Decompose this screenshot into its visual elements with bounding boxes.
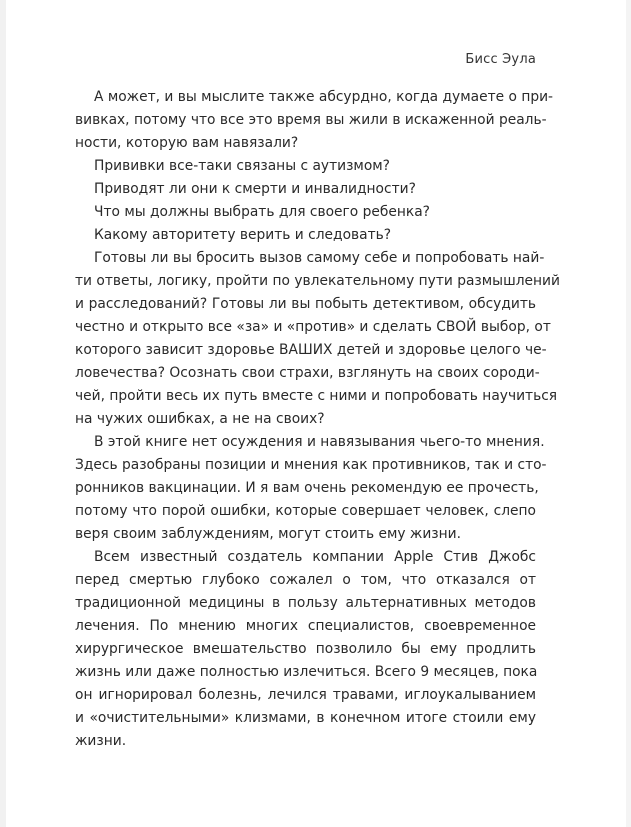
text-line: Всем известный создатель компании Apple Стив Джобс	[94, 549, 536, 565]
text-line: перед смертью глубоко сожалел о том, что отказался от	[75, 572, 536, 588]
running-head-author: Бисс Эула	[465, 52, 536, 67]
text-line: ности, которую вам навязали?	[75, 135, 299, 151]
text-line: и расследований? Готовы ли вы побыть детективом, обсудить	[75, 296, 536, 312]
text-line: А может, и вы мыслите также абсурдно, когда думаете о при-	[94, 89, 554, 105]
text-line: Приводят ли они к смерти и инвалидности?	[94, 181, 416, 197]
text-line: ловечества? Осознать свои страхи, взглянуть на своих сороди-	[75, 365, 540, 381]
text-line: ти ответы, логику, пройти по увлекательному пути размышлений	[75, 273, 560, 289]
text-line: и «очистительными» клизмами, в конечном итоге стоили ему	[75, 710, 536, 726]
text-line: лечения. По мнению многих специалистов, своевременное	[75, 618, 536, 634]
text-line: веря своим заблуждениям, могут стоить ему жизни.	[75, 526, 462, 542]
text-line: Что мы должны выбрать для своего ребенка?	[94, 204, 430, 220]
text-line: Прививки все-таки связаны с аутизмом?	[94, 158, 390, 174]
body-text	[75, 86, 560, 753]
text-line: честно и открыто все «за» и «против» и сделать СВОЙ выбор, от	[75, 319, 551, 335]
text-line: В этой книге нет осуждения и навязывания чьего-то мнения.	[94, 434, 545, 450]
text-line: он игнорировал болезнь, лечился травами, иглоукалыванием	[75, 687, 536, 703]
text-line: на чужих ошибках, а не на своих?	[75, 411, 325, 427]
text-line: жизнь или даже полностью излечиться. Всего 9 месяцев, пока	[75, 664, 538, 680]
text-line: вивках, потому что все это время вы жили в искаженной реаль-	[75, 112, 547, 128]
text-line: чей, пройти весь их путь вместе с ними и попробовать научиться	[75, 388, 558, 404]
text-line: жизни.	[75, 733, 127, 749]
text-line: Готовы ли вы бросить вызов самому себе и попробовать най-	[94, 250, 545, 266]
text-line: традиционной медицины в пользу альтернативных методов	[75, 595, 536, 611]
text-line: Какому авторитету верить и следовать?	[94, 227, 392, 243]
text-line: хирургическое вмешательство позволило бы ему продлить	[75, 641, 536, 657]
text-line: потому что порой ошибки, которые совершает человек, слепо	[75, 503, 536, 519]
page-left-edge	[0, 0, 6, 827]
page-right-edge	[626, 0, 631, 827]
text-line: которого зависит здоровье ВАШИХ детей и здоровье целого че-	[75, 342, 547, 358]
text-line: Здесь разобраны позиции и мнения как противников, так и сто-	[75, 457, 547, 473]
text-line: ронников вакцинации. И я вам очень рекомендую ее прочесть,	[75, 480, 539, 496]
